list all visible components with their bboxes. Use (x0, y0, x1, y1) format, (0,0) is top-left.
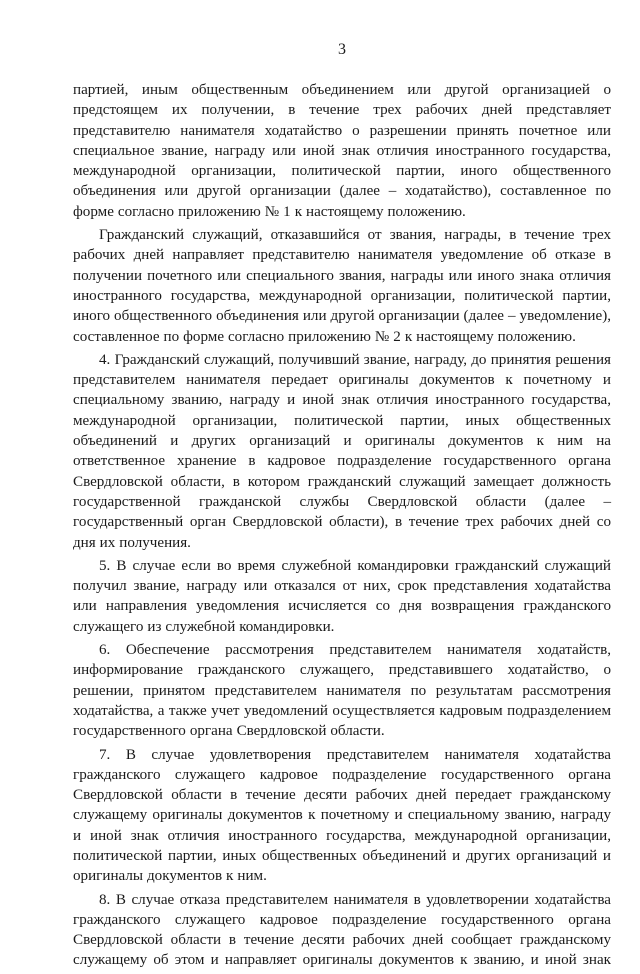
page-number: 3 (338, 41, 346, 58)
document-body (73, 80, 611, 974)
paragraph-item-6: 6. Обеспечение рассмотрения представителем нанимателя ходатайств, информирование гражданского служащего, представившего ходатайство, о решении, принятом представителем нанимателя по результатам рассмотрения ходатайства, а также учет уведомлений осуществляется кадровым подразделением государственного органа Свердловской области. (73, 642, 611, 740)
paragraph-item-8: 8. В случае отказа представителем нанимателя в удовлетворении ходатайства гражданского служащего кадровое подразделение государственного органа Свердловской области в течение десяти рабочих дней сообщает гражданскому служащему об этом и направляет оригиналы документов к званию, и иной знак (73, 891, 611, 969)
paragraph-continuation: партией, иным общественным объединением или другой организацией о предстоящем их получении, в течение трех рабочих дней представляет представителю нанимателя ходатайство о разрешении принять почетное или специальное звание, награду или иной знак отличия иностранного государства, международной организации, политической партии, иного общественного объединения или другой организации (далее – ходатайство), составленное по форме согласно приложению № 1 к настоящему положению. (73, 82, 611, 220)
paragraph-refusal-notice: Гражданский служащий, отказавшийся от звания, награды, в течение трех рабочих дней направляет представителю нанимателя уведомление об отказе в получении почетного или специального звания, награды или иного знака отличия иностранного государства, международной организации, политической партии, иного общественного объединения или другой организации (далее – уведомление), составленное по форме согласно приложению № 2 к настоящему положению. (73, 227, 611, 345)
paragraph-item-4: 4. Гражданский служащий, получивший звание, награду, до принятия решения представителем нанимателя передает оригиналы документов к почетному и специальному званию, награду и иной знак отличия иностранного государства, международной организации, политической партии, иных общественных объединений и других организаций и оригиналы документов к ним на ответственное хранение в кадровое подразделение государственного органа Свердловской области, в котором гражданский служащий замещает должность государственной гражданской службы Свердловской области (далее – государственный орган Свердловской области), в течение трех рабочих дней со дня их получения. (73, 351, 611, 551)
document-page (73, 0, 611, 969)
paragraph-item-5: 5. В случае если во время служебной командировки гражданский служащий получил звание, награду или отказался от них, срок представления ходатайства или направления уведомления исчисляется со дня возвращения гражданского служащего из служебной командировки. (73, 557, 611, 635)
paragraph-item-7: 7. В случае удовлетворения представителем нанимателя ходатайства гражданского служащего кадровое подразделение государственного органа Свердловской области в течение десяти рабочих дней передает гражданскому служащему оригиналы документов к почетному и специальному званию, награду и иной знак отличия иностранного государства, международной организации, политической партии, иных общественных объединений и других организаций и оригиналы документов к ним. (73, 746, 611, 885)
